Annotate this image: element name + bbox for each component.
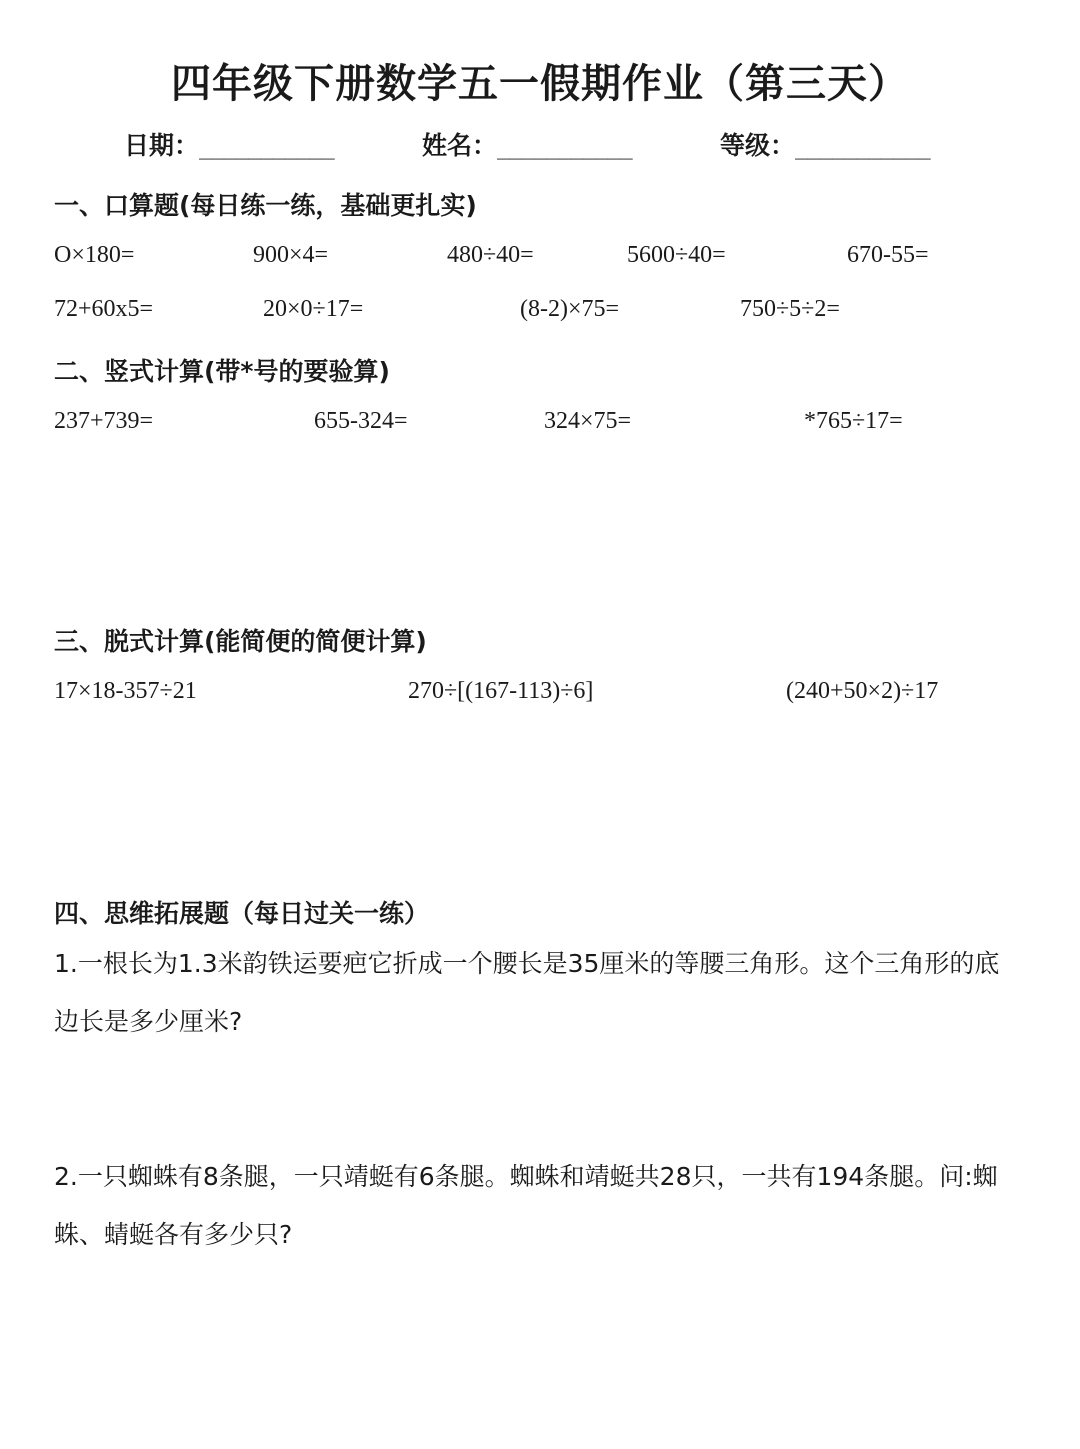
stepwise-problem: 17×18-357÷21 — [54, 678, 197, 704]
section-1-heading: 一、口算题(每日练一练，基础更扎实) — [54, 191, 477, 220]
grade-label: 等级： — [720, 131, 796, 160]
date-blank: ___________ — [199, 135, 334, 160]
oral-problem: 72+60x5= — [54, 296, 154, 322]
vertical-problem: 324×75= — [544, 408, 632, 434]
vertical-problem: 655-324= — [314, 408, 408, 434]
grade-field — [720, 126, 930, 162]
oral-problem: 480÷40= — [447, 242, 534, 268]
grade-blank: ___________ — [795, 135, 930, 160]
oral-problem: 5600÷40= — [627, 242, 726, 268]
word-problem-1: 1.一根长为1.3米韵铁运要疤它折成一个腰长是35厘米的等腰三角形。这个三角形的底边长是多少厘米? — [54, 949, 1000, 1036]
vertical-problem: 237+739= — [54, 408, 154, 434]
oral-problem: 670-55= — [847, 242, 929, 268]
stepwise-problem: 270÷[(167-113)÷6] — [408, 678, 594, 704]
vertical-problem: *765÷17= — [804, 408, 903, 434]
stepwise-problem: (240+50×2)÷17 — [786, 678, 939, 704]
page-title: 四年级下册数学五一假期作业（第三天） — [171, 61, 909, 107]
section-4-heading: 四、思维拓展题（每日过关一练） — [54, 899, 430, 928]
oral-problem: 20×0÷17= — [263, 296, 364, 322]
name-field — [422, 126, 632, 162]
section-3-heading: 三、脱式计算(能简便的简便计算) — [54, 627, 427, 656]
oral-problem: O×180= — [54, 242, 135, 268]
oral-problem: (8-2)×75= — [520, 296, 620, 322]
section-2-heading: 二、竖式计算(带*号的要验算) — [54, 357, 390, 386]
date-field — [124, 126, 334, 162]
oral-problem: 900×4= — [253, 242, 329, 268]
oral-problem: 750÷5÷2= — [740, 296, 840, 322]
name-blank: ___________ — [497, 135, 632, 160]
date-label: 日期： — [124, 131, 200, 160]
name-label: 姓名： — [422, 131, 498, 160]
word-problem-2: 2.一只蜘蛛有8条腿，一只靖蜓有6条腿。蜘蛛和靖蜓共28只，一共有194条腿。问:蜘蛛、蜻蜓各有多少只? — [54, 1162, 998, 1249]
